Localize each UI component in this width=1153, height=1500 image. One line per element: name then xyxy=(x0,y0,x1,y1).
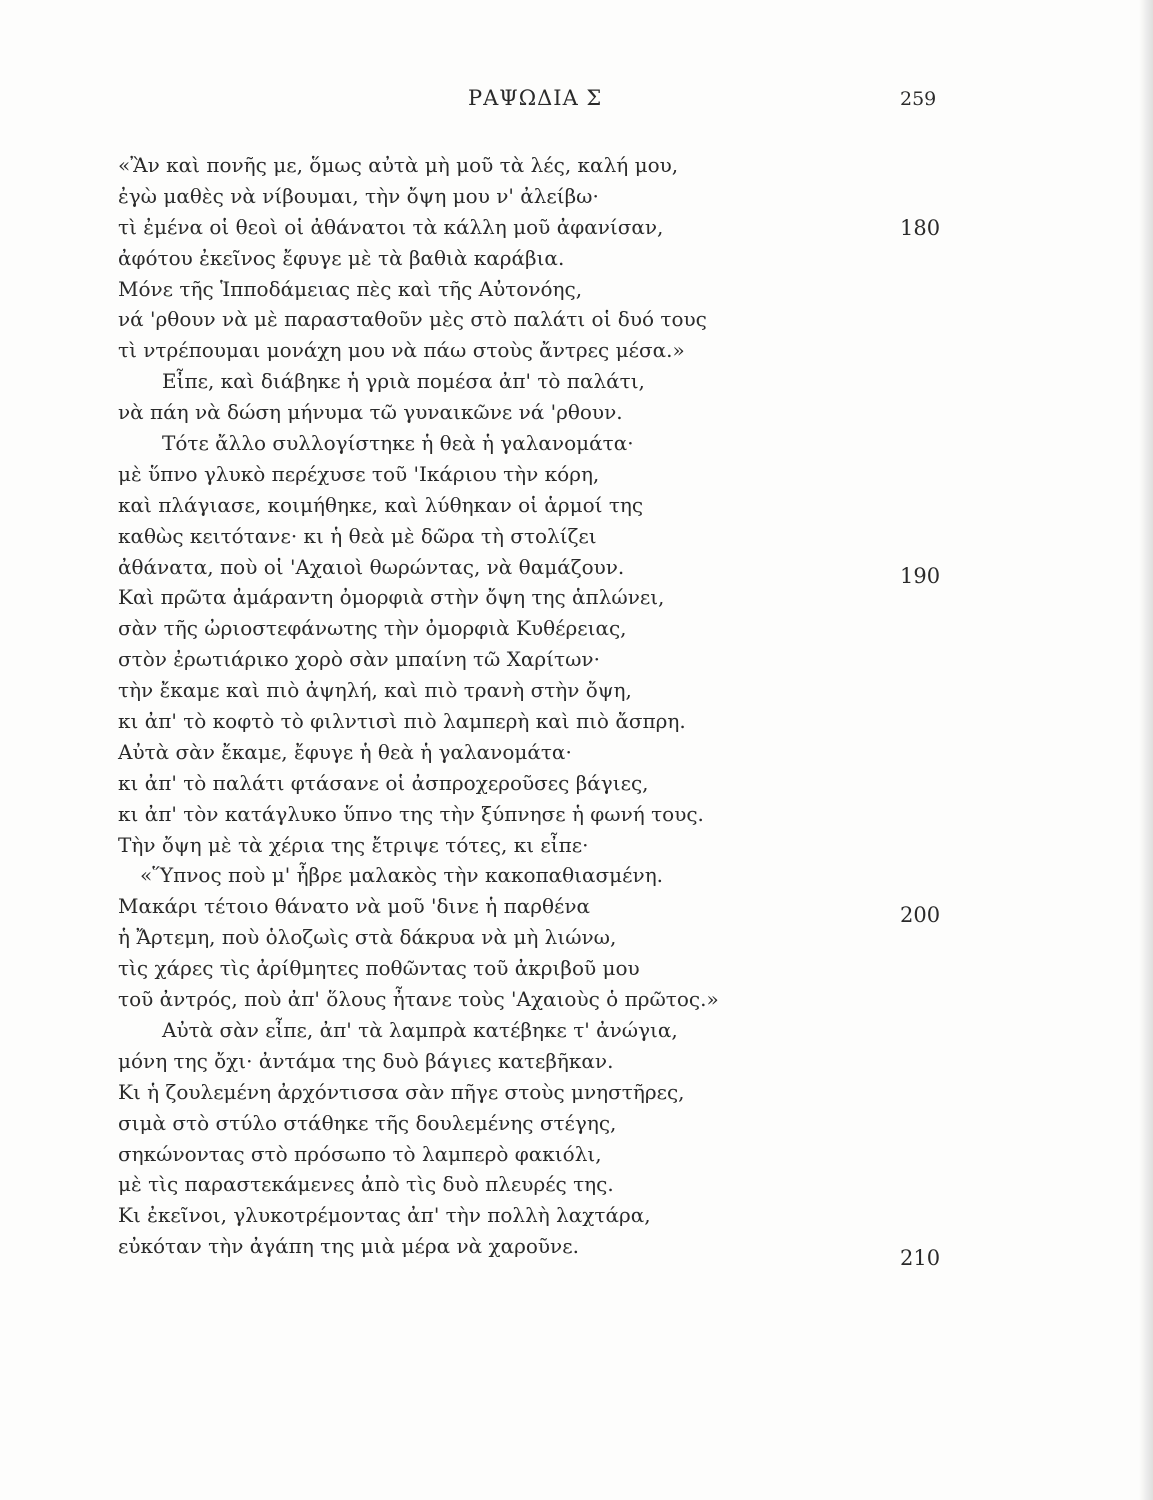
verse-line: Τότε ἄλλο συλλογίστηκε ἡ θεὰ ἡ γαλανομάτα· xyxy=(162,431,634,456)
verse-line: σηκώνοντας στὸ πρόσωπο τὸ λαμπερὸ φακιόλι, xyxy=(118,1141,602,1166)
verse-line: ἀθάνατα, ποὺ οἱ 'Αχαιοὶ θωρώντας, νὰ θαμάζουν. xyxy=(118,554,625,579)
verse-line: Τὴν ὄψη μὲ τὰ χέρια της ἔτριψε τότες, κι εἶπε· xyxy=(118,832,589,857)
verse-line: τὴν ἔκαμε καὶ πιὸ ἀψηλή, καὶ πιὸ τρανὴ στὴν ὄψη, xyxy=(118,678,632,703)
verse-line: Αὐτὰ σὰν ἔκαμε, ἔφυγε ἡ θεὰ ἡ γαλανομάτα· xyxy=(118,739,572,764)
verse-line: τὶ ἐμένα οἱ θεοὶ οἱ ἀθάνατοι τὰ κάλλη μοῦ ἀφανίσαν, xyxy=(118,214,664,239)
verse-line: καὶ πλάγιασε, κοιμήθηκε, καὶ λύθηκαν οἱ ἁρμοί της xyxy=(118,492,644,517)
verse-line: Κι ἡ ζουλεμένη ἀρχόντισσα σὰν πῆγε στοὺς μνηστῆρες, xyxy=(118,1079,685,1104)
line-number-180: 180 xyxy=(900,216,941,240)
verse-line: κι ἀπ' τὸ παλάτι φτάσανε οἱ ἀσπροχεροῦσες βάγιες, xyxy=(118,770,649,795)
verse-line: μὲ τὶς παραστεκάμενες ἀπὸ τὶς δυὸ πλευρές της. xyxy=(118,1172,614,1197)
page-number: 259 xyxy=(900,88,937,110)
verse-line: ἐγὼ μαθὲς νὰ νίβουμαι, τὴν ὄψη μου ν' ἀλείβω· xyxy=(118,183,599,208)
line-number-190: 190 xyxy=(900,564,941,588)
line-number-200: 200 xyxy=(900,903,941,927)
verse-line: ἡ Ἄρτεμη, ποὺ ὁλοζωὶς στὰ δάκρυα νὰ μὴ λιώνω, xyxy=(118,925,617,950)
verse-line: Καὶ πρῶτα ἀμάραντη ὀμορφιὰ στὴν ὄψη της ἁπλώνει, xyxy=(118,585,665,610)
verse-line: Αὐτὰ σὰν εἶπε, ἀπ' τὰ λαμπρὰ κατέβηκε τ' ἀνώγια, xyxy=(162,1017,678,1042)
verse-line: μόνη της ὄχι· ἀντάμα της δυὸ βάγιες κατεβῆκαν. xyxy=(118,1048,614,1073)
verse-line: σὰν τῆς ὠριοστεφάνωτης τὴν ὀμορφιὰ Κυθέρειας, xyxy=(118,616,627,641)
verse-line: καθὼς κειτότανε· κι ἡ θεὰ μὲ δῶρα τὴ στολίζει xyxy=(118,523,597,548)
verse-line: σιμὰ στὸ στύλο στάθηκε τῆς δουλεμένης στέγης, xyxy=(118,1110,617,1135)
page-edge-shadow xyxy=(1139,0,1153,1500)
verse-line: κι ἀπ' τὸν κατάγλυκο ὕπνο της τὴν ξύπνησε ἡ φωνή τους. xyxy=(118,801,704,826)
verse-line: Εἶπε, καὶ διάβηκε ἡ γριὰ πομέσα ἀπ' τὸ παλάτι, xyxy=(162,369,645,394)
verse-line: εὐκόταν τὴν ἀγάπη της μιὰ μέρα νὰ χαροῦνε. xyxy=(118,1234,579,1259)
verse-line: τὶ ντρέπουμαι μονάχη μου νὰ πάω στοὺς ἄντρες μέσα.» xyxy=(118,338,685,363)
verse-line: νά 'ρθουν νὰ μὲ παρασταθοῦν μὲς στὸ παλάτι οἱ δυό τους xyxy=(118,307,707,332)
verse-line: Μόνε τῆς Ἱπποδάμειας πὲς καὶ τῆς Αὐτονόης, xyxy=(118,276,583,301)
verse-line: τοῦ ἀντρός, ποὺ ἀπ' ὅλους ἦτανε τοὺς 'Αχαιοὺς ὁ πρῶτος.» xyxy=(118,987,719,1012)
verse-line: τὶς χάρες τὶς ἀρίθμητες ποθῶντας τοῦ ἀκριβοῦ μου xyxy=(118,956,640,981)
verse-line: μὲ ὕπνο γλυκὸ περέχυσε τοῦ 'Ικάριου τὴν κόρη, xyxy=(118,461,600,486)
verse-line: «Ὕπνος ποὺ μ' ἦβρε μαλακὸς τὴν κακοπαθιασμένη. xyxy=(140,863,664,888)
line-number-210: 210 xyxy=(900,1246,941,1270)
verse-line: κι ἀπ' τὸ κοφτὸ τὸ φιλντισὶ πιὸ λαμπερὴ καὶ πιὸ ἄσπρη. xyxy=(118,709,686,734)
verse-line: νὰ πάη νὰ δώση μήνυμα τῶ γυναικῶνε νά 'ρθουν. xyxy=(118,400,623,425)
verse-line: Κι ἐκεῖνοι, γλυκοτρέμοντας ἀπ' τὴν πολλὴ λαχτάρα, xyxy=(118,1203,651,1228)
running-head: ΡΑΨΩΔΙΑ Σ xyxy=(468,86,603,110)
verse-block xyxy=(118,150,878,1262)
verse-line: Μακάρι τέτοιο θάνατο νὰ μοῦ 'δινε ἡ παρθένα xyxy=(118,894,591,919)
verse-line: ἀφότου ἐκεῖνος ἔφυγε μὲ τὰ βαθιὰ καράβια. xyxy=(118,245,565,270)
verse-line: στὸν ἐρωτιάρικο χορὸ σὰν μπαίνη τῶ Χαρίτων· xyxy=(118,647,600,672)
verse-line: «Ἂν καὶ πονῆς με, ὅμως αὐτὰ μὴ μοῦ τὰ λές, καλή μου, xyxy=(118,153,679,177)
